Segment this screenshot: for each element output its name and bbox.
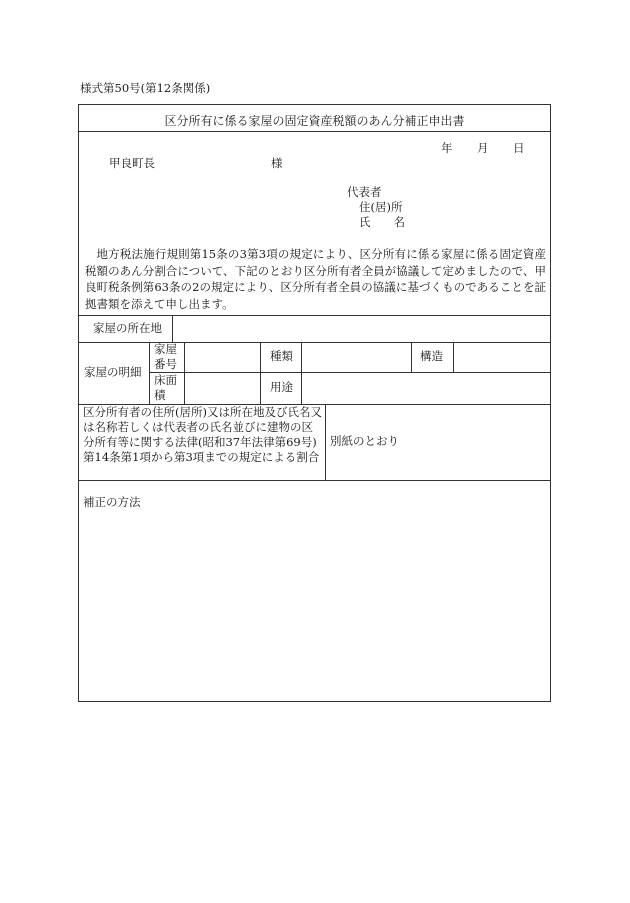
address-label: 住(居)所 xyxy=(359,200,403,214)
application-form xyxy=(78,104,551,702)
divider xyxy=(260,342,261,404)
divider xyxy=(301,342,302,404)
ownership-label: 区分所有者の住所(居所)又は所在地及び氏名又は名称若しくは代表者の氏名並びに建物の区分所有等に関する法律(昭和37年法律第69号)第14条第1項から第3項までの規定による割合 xyxy=(83,405,322,464)
house-number-label-line2: 番号 xyxy=(154,357,177,371)
ownership-value: 別紙のとおり xyxy=(330,434,399,448)
divider xyxy=(172,315,173,342)
divider xyxy=(411,342,412,372)
divider xyxy=(79,131,550,132)
divider xyxy=(149,372,550,373)
kind-label: 種類 xyxy=(270,349,293,363)
name-label: 氏 名 xyxy=(359,215,405,229)
date-year-label: 年 xyxy=(441,141,453,155)
divider xyxy=(453,342,454,372)
divider xyxy=(325,404,326,480)
structure-label: 構造 xyxy=(420,349,443,363)
details-label: 家屋の明細 xyxy=(84,365,142,379)
addressee-name: 甲良町長 xyxy=(109,156,155,170)
floor-area-label-line2: 積 xyxy=(154,388,166,402)
location-label: 家屋の所在地 xyxy=(93,321,162,335)
divider xyxy=(184,342,185,404)
method-label: 補正の方法 xyxy=(83,495,141,509)
divider xyxy=(79,480,550,481)
divider xyxy=(79,315,550,316)
house-number-label-line1: 家屋 xyxy=(154,342,177,356)
representative-label: 代表者 xyxy=(347,185,382,199)
declaration-text: 地方税法施行規則第15条の3第3項の規定により、区分所有に係る家屋に係る固定資産税額のあん分割合について、下記のとおり区分所有者全員が協議して定めましたので、甲良町税条例第63条の2の規定により、区分所有者全員の協議に基づくものであることを証拠書類を添えて申し出ます。 xyxy=(85,247,546,311)
form-number: 様式第50号(第12条関係) xyxy=(80,81,211,95)
floor-area-label-line1: 床面 xyxy=(154,373,177,387)
form-title: 区分所有に係る家屋の固定資産税額のあん分補正申出書 xyxy=(164,114,465,128)
divider xyxy=(149,342,150,404)
date-day-label: 日 xyxy=(513,141,525,155)
date-month-label: 月 xyxy=(477,141,489,155)
usage-label: 用途 xyxy=(270,380,293,394)
addressee-honorific: 様 xyxy=(271,156,283,170)
